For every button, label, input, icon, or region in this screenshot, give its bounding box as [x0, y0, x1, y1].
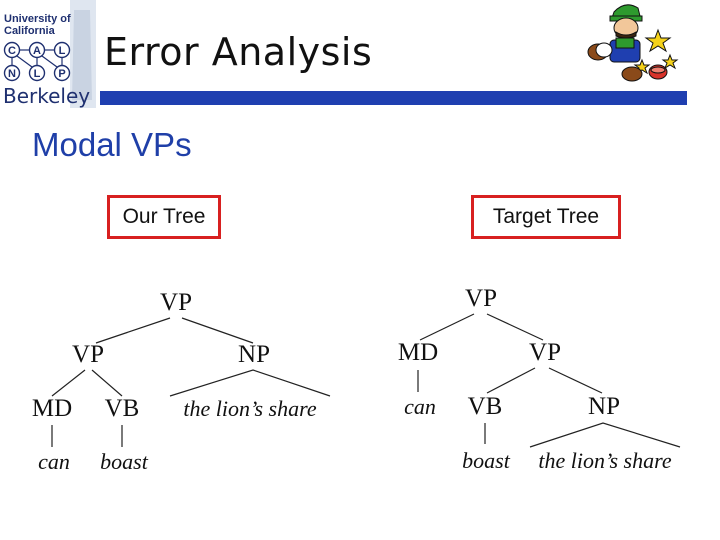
our-edge-root-vp — [96, 318, 170, 343]
target-edge-vp-vb — [487, 368, 535, 393]
slide-title: Error Analysis — [104, 30, 373, 74]
our-node-np: NP — [238, 341, 270, 368]
target-node-vp: VP — [529, 339, 561, 366]
our-tree-edges — [52, 318, 330, 447]
logo-circle-l: L — [58, 45, 66, 57]
logo-circle-c: C — [8, 45, 16, 57]
logo-line-1: University of — [4, 13, 71, 25]
target-edge-np-triangle — [530, 423, 680, 447]
logo-circle-p: P — [58, 68, 66, 80]
our-node-vp: VP — [72, 341, 104, 368]
target-node-vb: VB — [467, 393, 503, 420]
our-leaf-can: can — [38, 449, 70, 474]
target-tree-label-text: Target Tree — [492, 205, 600, 228]
our-leaf-boast: boast — [100, 449, 148, 474]
our-edge-root-np — [182, 318, 253, 343]
target-tree-edges — [418, 314, 680, 447]
target-edge-root-md — [420, 314, 474, 340]
logo-circle-n: N — [8, 68, 16, 80]
target-edge-vp-np — [549, 368, 602, 393]
target-leaf-can: can — [404, 394, 436, 419]
logo-circle-l2: L — [33, 68, 41, 80]
target-node-root-vp: VP — [465, 285, 497, 312]
target-node-np: NP — [588, 393, 620, 420]
our-edge-np-triangle — [170, 370, 330, 396]
logo-circle-a: A — [33, 45, 41, 57]
target-leaf-boast: boast — [462, 448, 510, 473]
slide-subtitle: Modal VPs — [32, 126, 192, 163]
logo-line-2: California — [4, 25, 55, 37]
target-node-md: MD — [397, 339, 439, 366]
target-edge-root-vp — [487, 314, 543, 340]
our-edge-vp-md — [52, 370, 85, 396]
our-node-vb: VB — [104, 395, 140, 422]
our-node-root-vp: VP — [160, 289, 192, 316]
logo-wordmark: Berkeley — [3, 84, 91, 108]
our-edge-vp-vb — [92, 370, 122, 396]
target-leaf-np-words: the lion’s share — [538, 448, 672, 473]
our-leaf-np-words: the lion’s share — [183, 396, 317, 421]
our-tree-label-text: Our Tree — [122, 205, 206, 228]
our-node-md: MD — [31, 395, 73, 422]
